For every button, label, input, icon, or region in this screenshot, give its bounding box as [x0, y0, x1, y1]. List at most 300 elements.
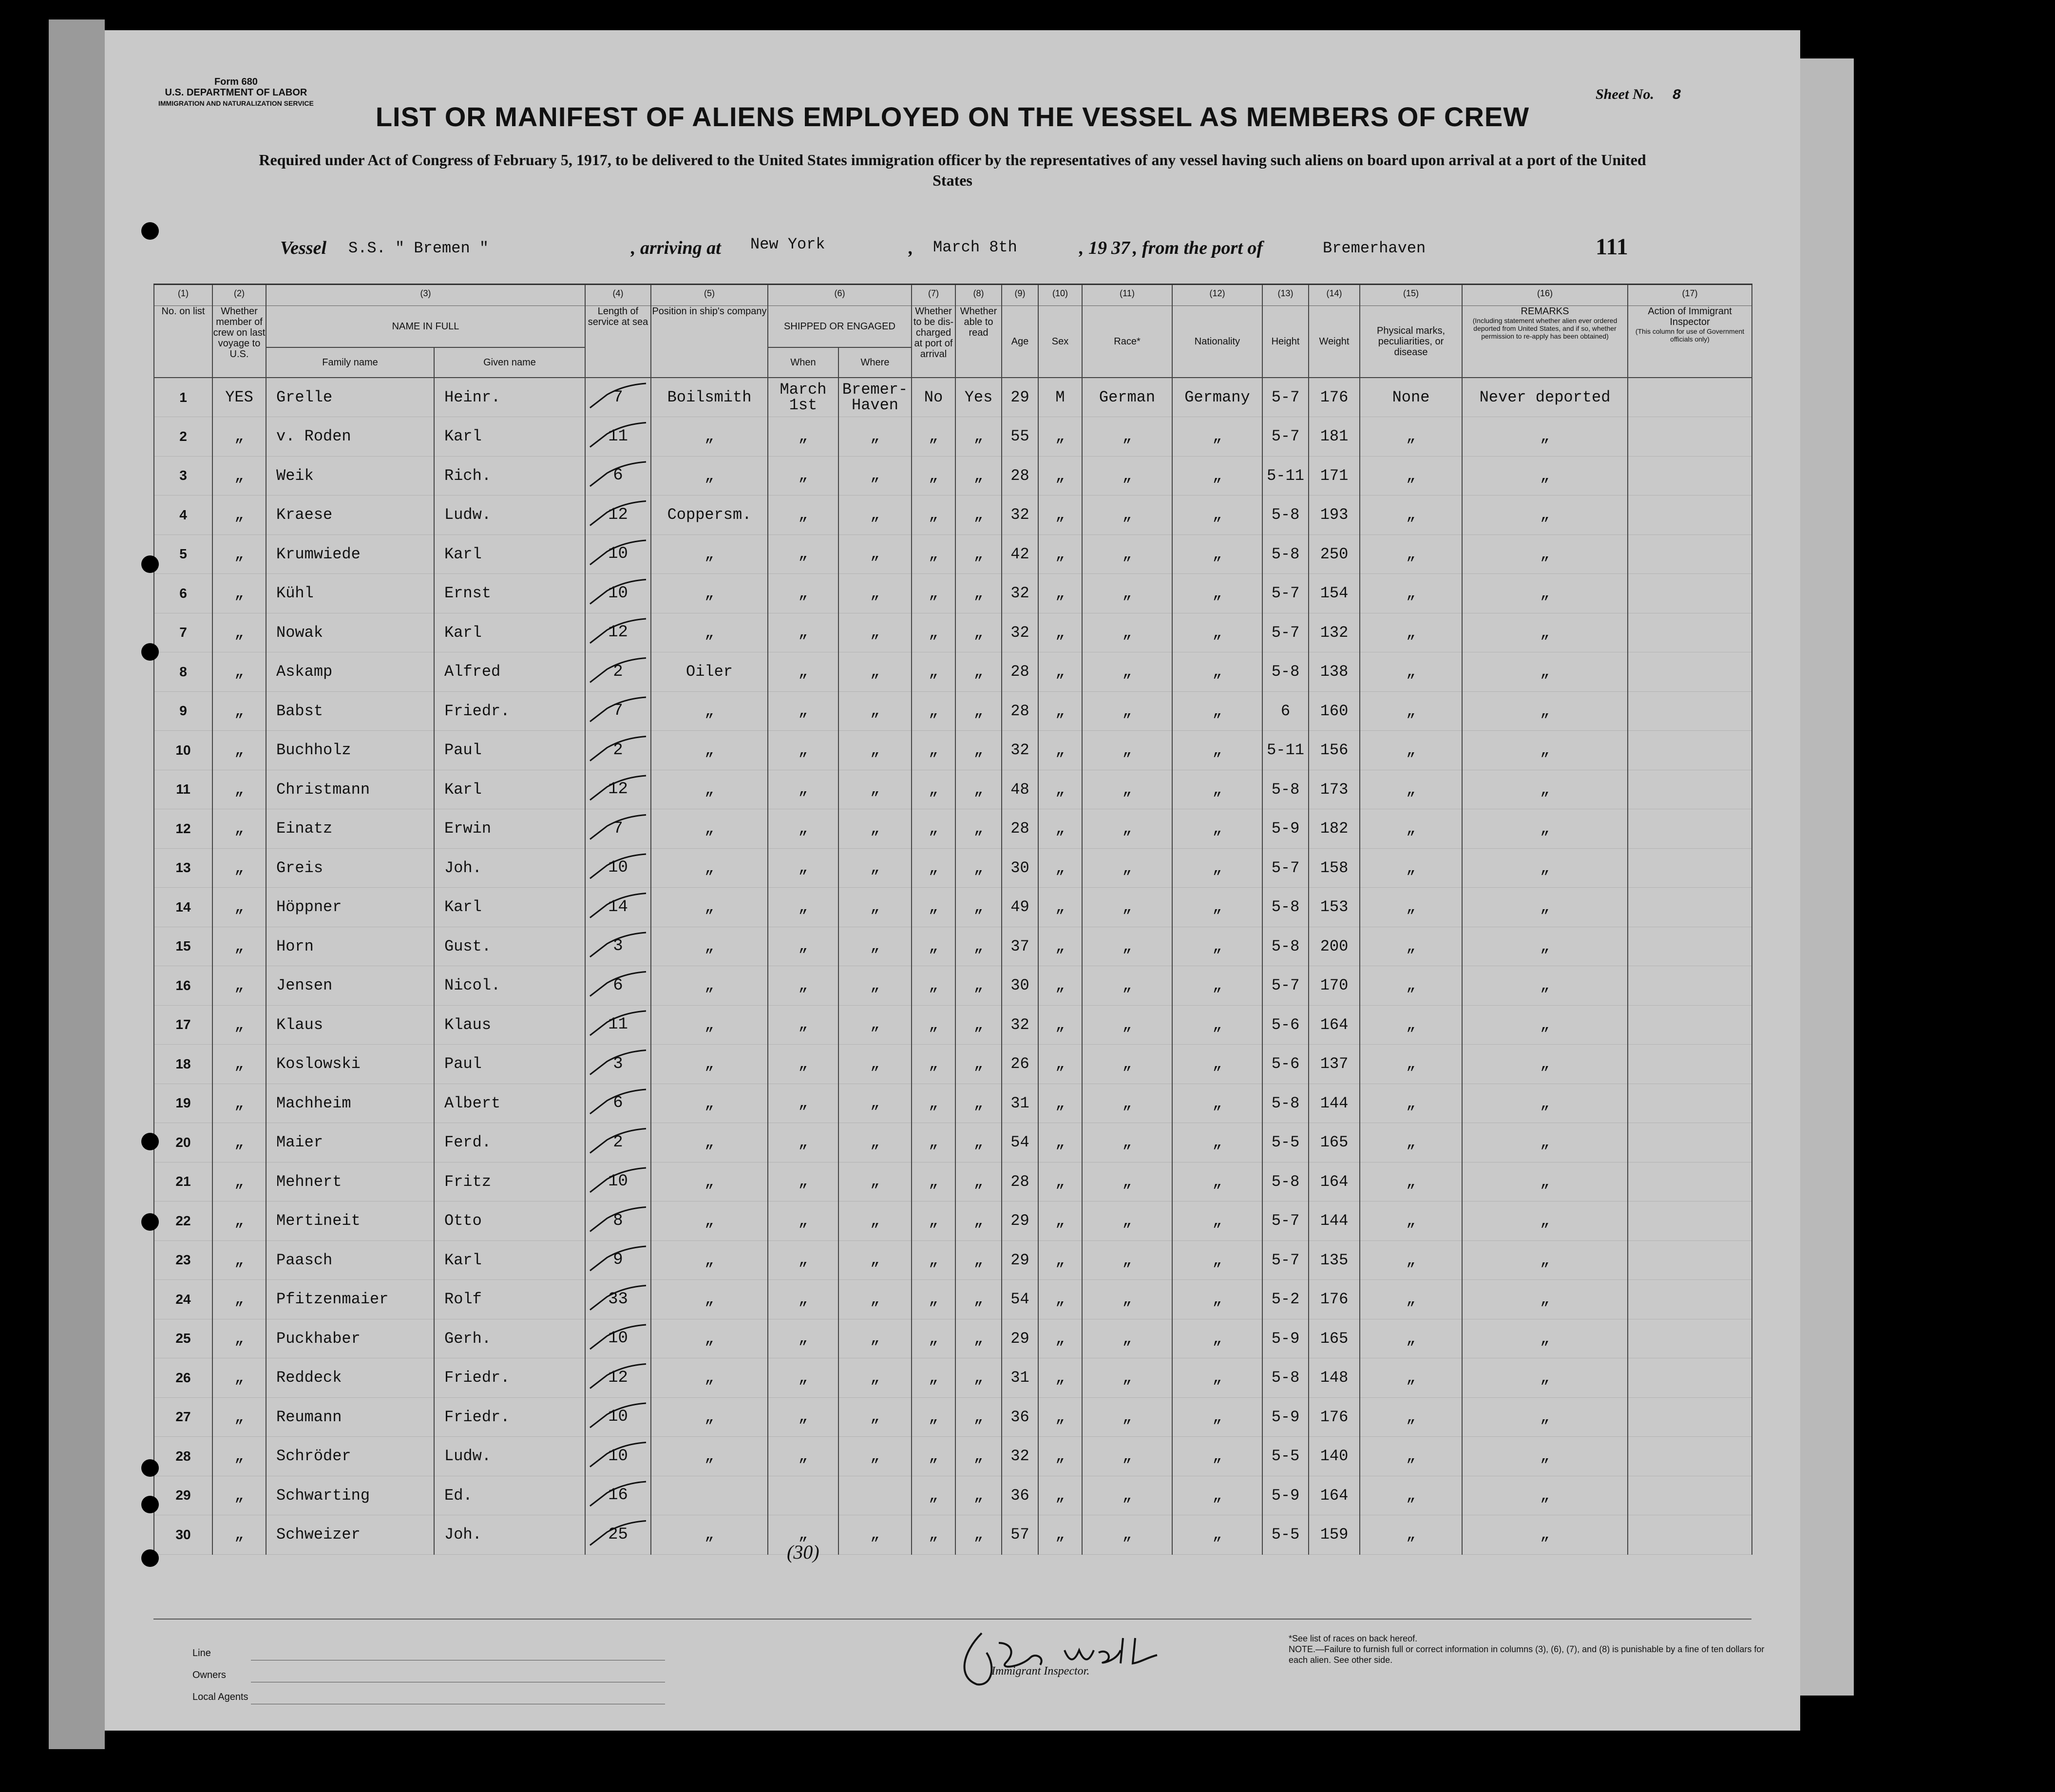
cell-shipped-where: „ — [838, 574, 912, 613]
page-title: LIST OR MANIFEST OF ALIENS EMPLOYED ON THE VESSEL AS MEMBERS OF CREW — [375, 101, 1530, 132]
col-num-3: (3) — [266, 285, 585, 306]
cell-height: 5-7 — [1262, 378, 1309, 417]
cell-able-to-read: „ — [955, 1084, 1002, 1123]
cell-height: 5-8 — [1262, 888, 1309, 927]
cell-shipped-when: „ — [768, 1397, 838, 1437]
cell-family-name: Reumann — [266, 1397, 434, 1437]
cell-shipped-when: „ — [768, 809, 838, 849]
cell-shipped-where: „ — [838, 1123, 912, 1163]
cell-shipped-when: „ — [768, 848, 838, 888]
cell-physical-marks: „ — [1360, 731, 1462, 770]
cell-row-number: 14 — [154, 888, 212, 927]
cell-given-name: Ernst — [434, 574, 585, 613]
cell-nationality: „ — [1172, 417, 1262, 457]
cell-given-name: Karl — [434, 888, 585, 927]
cell-given-name: Friedr. — [434, 1397, 585, 1437]
cell-height: 6 — [1262, 691, 1309, 731]
cell-shipped-where: „ — [838, 534, 912, 574]
cell-member-last-voyage: „ — [212, 534, 266, 574]
cell-shipped-when: „ — [768, 1045, 838, 1084]
cell-weight: 164 — [1309, 1476, 1360, 1515]
cell-physical-marks: „ — [1360, 1437, 1462, 1476]
cell-able-to-read: „ — [955, 613, 1002, 652]
header-position: Position in ship's company — [651, 306, 768, 378]
header-when: When — [768, 347, 838, 378]
cell-to-be-discharged: „ — [912, 809, 955, 849]
cell-shipped-when: „ — [768, 731, 838, 770]
vessel-name: S.S. " Bremen " — [348, 239, 489, 257]
cell-sex: „ — [1038, 1005, 1082, 1045]
cell-weight: 140 — [1309, 1437, 1360, 1476]
cell-family-name: Mehnert — [266, 1162, 434, 1201]
cell-length-of-service: 12 — [585, 1358, 651, 1398]
checkmark — [590, 894, 646, 918]
cell-physical-marks: „ — [1360, 652, 1462, 692]
header-shipped: SHIPPED OR ENGAGED — [768, 306, 912, 348]
cell-shipped-when: „ — [768, 1319, 838, 1358]
cell-to-be-discharged: „ — [912, 1515, 955, 1555]
cell-shipped-when: „ — [768, 1437, 838, 1476]
cell-length-of-service: 6 — [585, 456, 651, 496]
cell-physical-marks: „ — [1360, 574, 1462, 613]
checkmark — [590, 1286, 646, 1310]
cell-weight: 156 — [1309, 731, 1360, 770]
col-num-4: (4) — [585, 285, 651, 306]
cell-weight: 176 — [1309, 378, 1360, 417]
checkmark — [590, 658, 646, 683]
cell-height: 5-5 — [1262, 1123, 1309, 1163]
cell-able-to-read: „ — [955, 496, 1002, 535]
cell-shipped-when: „ — [768, 613, 838, 652]
col-num-10: (10) — [1038, 285, 1082, 306]
cell-family-name: Einatz — [266, 809, 434, 849]
cell-to-be-discharged: „ — [912, 534, 955, 574]
cell-race: „ — [1082, 731, 1172, 770]
cell-able-to-read: „ — [955, 731, 1002, 770]
binder-hole — [141, 555, 159, 573]
cell-race: „ — [1082, 574, 1172, 613]
cell-row-number: 26 — [154, 1358, 212, 1398]
cell-age: 37 — [1002, 927, 1038, 966]
cell-length-of-service: 10 — [585, 848, 651, 888]
col-num-2: (2) — [212, 285, 266, 306]
cell-age: 29 — [1002, 378, 1038, 417]
sheet-value: 8 — [1672, 87, 1681, 104]
cell-position: „ — [651, 1045, 768, 1084]
cell-remarks: „ — [1462, 1358, 1628, 1398]
cell-remarks: „ — [1462, 1005, 1628, 1045]
cell-family-name: Jensen — [266, 966, 434, 1006]
cell-able-to-read: „ — [955, 770, 1002, 809]
cell-row-number: 12 — [154, 809, 212, 849]
cell-given-name: Ludw. — [434, 496, 585, 535]
checkmark — [590, 619, 646, 643]
cell-shipped-where: „ — [838, 1437, 912, 1476]
cell-position: „ — [651, 731, 768, 770]
cell-height: 5-2 — [1262, 1280, 1309, 1319]
cell-member-last-voyage: „ — [212, 574, 266, 613]
cell-weight: 164 — [1309, 1005, 1360, 1045]
note-text: NOTE.—Failure to furnish full or correct information in columns (3), (6), (7), and (8) is punishable by a fine of ten dollars for each alien. See other side. — [1289, 1644, 1765, 1665]
cell-shipped-when: „ — [768, 1084, 838, 1123]
cell-row-number: 19 — [154, 1084, 212, 1123]
cell-height: 5-7 — [1262, 574, 1309, 613]
cell-row-number: 4 — [154, 496, 212, 535]
cell-shipped-when: „ — [768, 927, 838, 966]
cell-weight: 153 — [1309, 888, 1360, 927]
header-age: Age — [1002, 306, 1038, 378]
cell-row-number: 3 — [154, 456, 212, 496]
cell-race: „ — [1082, 417, 1172, 457]
col-num-17: (17) — [1628, 285, 1752, 306]
cell-weight: 176 — [1309, 1397, 1360, 1437]
cell-physical-marks: „ — [1360, 1005, 1462, 1045]
cell-remarks: „ — [1462, 1201, 1628, 1241]
inspector-caption: Immigrant Inspector. — [991, 1665, 1090, 1678]
cell-able-to-read: Yes — [955, 378, 1002, 417]
cell-length-of-service: 11 — [585, 1005, 651, 1045]
cell-sex: „ — [1038, 848, 1082, 888]
cell-sex: „ — [1038, 1437, 1082, 1476]
cell-nationality: „ — [1172, 966, 1262, 1006]
cell-family-name: Kraese — [266, 496, 434, 535]
cell-nationality: „ — [1172, 1201, 1262, 1241]
cell-to-be-discharged: „ — [912, 1280, 955, 1319]
header-height: Height — [1262, 306, 1309, 378]
cell-nationality: „ — [1172, 574, 1262, 613]
checkmark — [590, 383, 646, 408]
cell-remarks: „ — [1462, 927, 1628, 966]
cell-given-name: Ludw. — [434, 1437, 585, 1476]
col-num-15: (15) — [1360, 285, 1462, 306]
cell-able-to-read: „ — [955, 1162, 1002, 1201]
cell-height: 5-8 — [1262, 770, 1309, 809]
cell-nationality: „ — [1172, 1476, 1262, 1515]
cell-given-name: Paul — [434, 1045, 585, 1084]
cell-position: „ — [651, 456, 768, 496]
cell-member-last-voyage: „ — [212, 1123, 266, 1163]
cell-race: „ — [1082, 1201, 1172, 1241]
cell-weight: 144 — [1309, 1201, 1360, 1241]
col-num-9: (9) — [1002, 285, 1038, 306]
checkmark — [590, 815, 646, 839]
cell-to-be-discharged: „ — [912, 1476, 955, 1515]
cell-position: „ — [651, 574, 768, 613]
cell-race: „ — [1082, 456, 1172, 496]
cell-age: 29 — [1002, 1319, 1038, 1358]
cell-member-last-voyage: „ — [212, 1045, 266, 1084]
cell-nationality: „ — [1172, 1005, 1262, 1045]
cell-able-to-read: „ — [955, 691, 1002, 731]
cell-physical-marks: „ — [1360, 534, 1462, 574]
cell-to-be-discharged: „ — [912, 456, 955, 496]
cell-race: „ — [1082, 848, 1172, 888]
cell-race: „ — [1082, 534, 1172, 574]
cell-shipped-where: „ — [838, 770, 912, 809]
cell-row-number: 25 — [154, 1319, 212, 1358]
cell-height: 5-8 — [1262, 1084, 1309, 1123]
cell-race: „ — [1082, 1397, 1172, 1437]
cell-family-name: Schweizer — [266, 1515, 434, 1555]
cell-position: „ — [651, 1162, 768, 1201]
cell-nationality: „ — [1172, 1162, 1262, 1201]
cell-weight: 176 — [1309, 1280, 1360, 1319]
cell-height: 5-5 — [1262, 1437, 1309, 1476]
cell-weight: 165 — [1309, 1319, 1360, 1358]
cell-able-to-read: „ — [955, 1005, 1002, 1045]
cell-row-number: 24 — [154, 1280, 212, 1319]
races-note: *See list of races on back hereof. — [1289, 1634, 1418, 1643]
cell-shipped-when: „ — [768, 1515, 838, 1555]
cell-age: 57 — [1002, 1515, 1038, 1555]
cell-sex: „ — [1038, 770, 1082, 809]
cell-remarks: „ — [1462, 574, 1628, 613]
cell-weight: 160 — [1309, 691, 1360, 731]
cell-sex: „ — [1038, 731, 1082, 770]
cell-row-number: 18 — [154, 1045, 212, 1084]
cell-position: „ — [651, 534, 768, 574]
cell-shipped-when: „ — [768, 888, 838, 927]
cell-shipped-when: „ — [768, 1201, 838, 1241]
header-race: Race* — [1082, 306, 1172, 378]
cell-able-to-read: „ — [955, 1240, 1002, 1280]
cell-position: „ — [651, 1358, 768, 1398]
cell-position: Coppersm. — [651, 496, 768, 535]
cell-height: 5-8 — [1262, 1358, 1309, 1398]
cell-given-name: Joh. — [434, 1515, 585, 1555]
cell-able-to-read: „ — [955, 1437, 1002, 1476]
cell-shipped-where: „ — [838, 1005, 912, 1045]
cell-length-of-service: 2 — [585, 652, 651, 692]
cell-height: 5-8 — [1262, 534, 1309, 574]
checkmark — [590, 1011, 646, 1035]
cell-row-number: 29 — [154, 1476, 212, 1515]
cell-nationality: „ — [1172, 613, 1262, 652]
cell-to-be-discharged: „ — [912, 652, 955, 692]
cell-height: 5-7 — [1262, 848, 1309, 888]
cell-remarks: „ — [1462, 1280, 1628, 1319]
checkmark — [590, 580, 646, 604]
cell-position: „ — [651, 1005, 768, 1045]
header-whether-member: Whether member of crew on last voyage to U.S. — [212, 306, 266, 378]
binder-hole — [141, 1133, 159, 1150]
cell-nationality: „ — [1172, 652, 1262, 692]
cell-member-last-voyage: „ — [212, 1515, 266, 1555]
cell-length-of-service: 6 — [585, 1084, 651, 1123]
cell-remarks: „ — [1462, 613, 1628, 652]
vessel-line: Vessel S.S. " Bremen " , arriving at New York , March 8th , 19 37 , from the port of Bremerhaven 111 — [280, 234, 1628, 260]
cell-row-number: 2 — [154, 417, 212, 457]
cell-height: 5-5 — [1262, 1515, 1309, 1555]
cell-race: „ — [1082, 613, 1172, 652]
col-num-13: (13) — [1262, 285, 1309, 306]
cell-able-to-read: „ — [955, 534, 1002, 574]
owners-label: Owners — [192, 1670, 226, 1680]
action-label: Action of Immigrant Inspector — [1648, 306, 1732, 327]
binder-hole — [141, 1459, 159, 1477]
cell-nationality: „ — [1172, 1240, 1262, 1280]
cell-to-be-discharged: „ — [912, 1437, 955, 1476]
port-of-departure: Bremerhaven — [1323, 239, 1426, 257]
cell-member-last-voyage: „ — [212, 1476, 266, 1515]
cell-position: „ — [651, 613, 768, 652]
cell-nationality: „ — [1172, 927, 1262, 966]
cell-sex: „ — [1038, 1476, 1082, 1515]
cell-weight: 200 — [1309, 927, 1360, 966]
cell-age: 49 — [1002, 888, 1038, 927]
cell-to-be-discharged: „ — [912, 1358, 955, 1398]
cell-sex: „ — [1038, 1240, 1082, 1280]
cell-physical-marks: „ — [1360, 1319, 1462, 1358]
cell-age: 26 — [1002, 1045, 1038, 1084]
cell-remarks: „ — [1462, 1123, 1628, 1163]
cell-given-name: Erwin — [434, 809, 585, 849]
checkmark — [590, 1325, 646, 1349]
from-label: , from the port of — [1133, 238, 1263, 258]
cell-age: 42 — [1002, 534, 1038, 574]
cell-age: 28 — [1002, 652, 1038, 692]
cell-age: 32 — [1002, 613, 1038, 652]
cell-shipped-where: „ — [838, 417, 912, 457]
cell-nationality: „ — [1172, 1084, 1262, 1123]
cell-shipped-when: „ — [768, 1240, 838, 1280]
cell-shipped-where: „ — [838, 1045, 912, 1084]
cell-shipped-when: „ — [768, 770, 838, 809]
cell-physical-marks: „ — [1360, 1397, 1462, 1437]
cell-weight: 148 — [1309, 1358, 1360, 1398]
cell-able-to-read: „ — [955, 574, 1002, 613]
col-num-1: (1) — [154, 285, 212, 306]
cell-given-name: Karl — [434, 770, 585, 809]
cell-sex: „ — [1038, 1280, 1082, 1319]
cell-given-name: Heinr. — [434, 378, 585, 417]
cell-length-of-service: 7 — [585, 809, 651, 849]
cell-length-of-service: 2 — [585, 1123, 651, 1163]
cell-to-be-discharged: „ — [912, 1045, 955, 1084]
arriving-at: New York — [750, 235, 825, 253]
cell-shipped-where: „ — [838, 1084, 912, 1123]
cell-nationality: „ — [1172, 888, 1262, 927]
cell-length-of-service: 11 — [585, 417, 651, 457]
cell-shipped-where: „ — [838, 1358, 912, 1398]
cell-nationality: „ — [1172, 496, 1262, 535]
cell-given-name: Fritz — [434, 1162, 585, 1201]
cell-height: 5-9 — [1262, 1476, 1309, 1515]
cell-to-be-discharged: „ — [912, 1084, 955, 1123]
cell-length-of-service: 12 — [585, 613, 651, 652]
cell-position: „ — [651, 417, 768, 457]
arriving-label: , arriving at — [631, 238, 721, 258]
cell-race: „ — [1082, 1045, 1172, 1084]
cell-shipped-when: „ — [768, 534, 838, 574]
cell-nationality: „ — [1172, 1123, 1262, 1163]
cell-length-of-service: 3 — [585, 927, 651, 966]
cell-remarks: „ — [1462, 417, 1628, 457]
cell-given-name: Klaus — [434, 1005, 585, 1045]
handwritten-total: (30) — [787, 1541, 819, 1563]
checkmark — [590, 1521, 646, 1545]
cell-family-name: Askamp — [266, 652, 434, 692]
cell-given-name: Joh. — [434, 848, 585, 888]
checkmark — [590, 933, 646, 957]
cell-to-be-discharged: „ — [912, 1162, 955, 1201]
cell-shipped-when: „ — [768, 1162, 838, 1201]
cell-physical-marks: „ — [1360, 809, 1462, 849]
cell-position: „ — [651, 1515, 768, 1555]
cell-remarks: „ — [1462, 1045, 1628, 1084]
cell-member-last-voyage: „ — [212, 652, 266, 692]
cell-weight: 181 — [1309, 417, 1360, 457]
cell-length-of-service: 10 — [585, 574, 651, 613]
cell-able-to-read: „ — [955, 1515, 1002, 1555]
cell-position: „ — [651, 1280, 768, 1319]
manifest-sheet — [105, 30, 1800, 1731]
cell-weight: 137 — [1309, 1045, 1360, 1084]
cell-shipped-when: „ — [768, 1123, 838, 1163]
cell-age: 55 — [1002, 417, 1038, 457]
cell-physical-marks: „ — [1360, 613, 1462, 652]
cell-position: „ — [651, 1437, 768, 1476]
cell-member-last-voyage: „ — [212, 1319, 266, 1358]
cell-position: „ — [651, 770, 768, 809]
checkmark — [590, 1364, 646, 1389]
cell-length-of-service: 2 — [585, 731, 651, 770]
checkmark — [590, 1207, 646, 1232]
cell-member-last-voyage: „ — [212, 496, 266, 535]
cell-family-name: Greis — [266, 848, 434, 888]
sheet-label: Sheet No. — [1596, 86, 1654, 102]
cell-position: Boilsmith — [651, 378, 768, 417]
cell-given-name: Nicol. — [434, 966, 585, 1006]
cell-given-name: Karl — [434, 613, 585, 652]
cell-length-of-service: 10 — [585, 1437, 651, 1476]
cell-family-name: Maier — [266, 1123, 434, 1163]
cell-given-name: Gust. — [434, 927, 585, 966]
cell-member-last-voyage: „ — [212, 888, 266, 927]
binder-hole — [141, 1213, 159, 1231]
binder-hole — [141, 1496, 159, 1513]
cell-to-be-discharged: „ — [912, 691, 955, 731]
cell-age: 32 — [1002, 731, 1038, 770]
cell-family-name: Schwarting — [266, 1476, 434, 1515]
cell-member-last-voyage: „ — [212, 1280, 266, 1319]
cell-nationality: „ — [1172, 1319, 1262, 1358]
cell-age: 31 — [1002, 1084, 1038, 1123]
cell-shipped-where: „ — [838, 691, 912, 731]
cell-given-name: Otto — [434, 1201, 585, 1241]
cell-to-be-discharged: No — [912, 378, 955, 417]
cell-age: 32 — [1002, 496, 1038, 535]
cell-sex: „ — [1038, 927, 1082, 966]
cell-length-of-service: 9 — [585, 1240, 651, 1280]
checkmark — [590, 737, 646, 761]
cell-position: „ — [651, 888, 768, 927]
cell-sex: „ — [1038, 966, 1082, 1006]
cell-height: 5-11 — [1262, 456, 1309, 496]
cell-race: „ — [1082, 1476, 1172, 1515]
cell-member-last-voyage: „ — [212, 848, 266, 888]
cell-family-name: v. Roden — [266, 417, 434, 457]
cell-nationality: „ — [1172, 456, 1262, 496]
cell-shipped-when: „ — [768, 496, 838, 535]
binding-edge — [49, 19, 105, 1749]
cell-shipped-when: „ — [768, 1005, 838, 1045]
cell-nationality: „ — [1172, 848, 1262, 888]
cell-race: „ — [1082, 809, 1172, 849]
cell-position: „ — [651, 1201, 768, 1241]
header-name-in-full: NAME IN FULL — [266, 306, 585, 348]
cell-weight: 135 — [1309, 1240, 1360, 1280]
